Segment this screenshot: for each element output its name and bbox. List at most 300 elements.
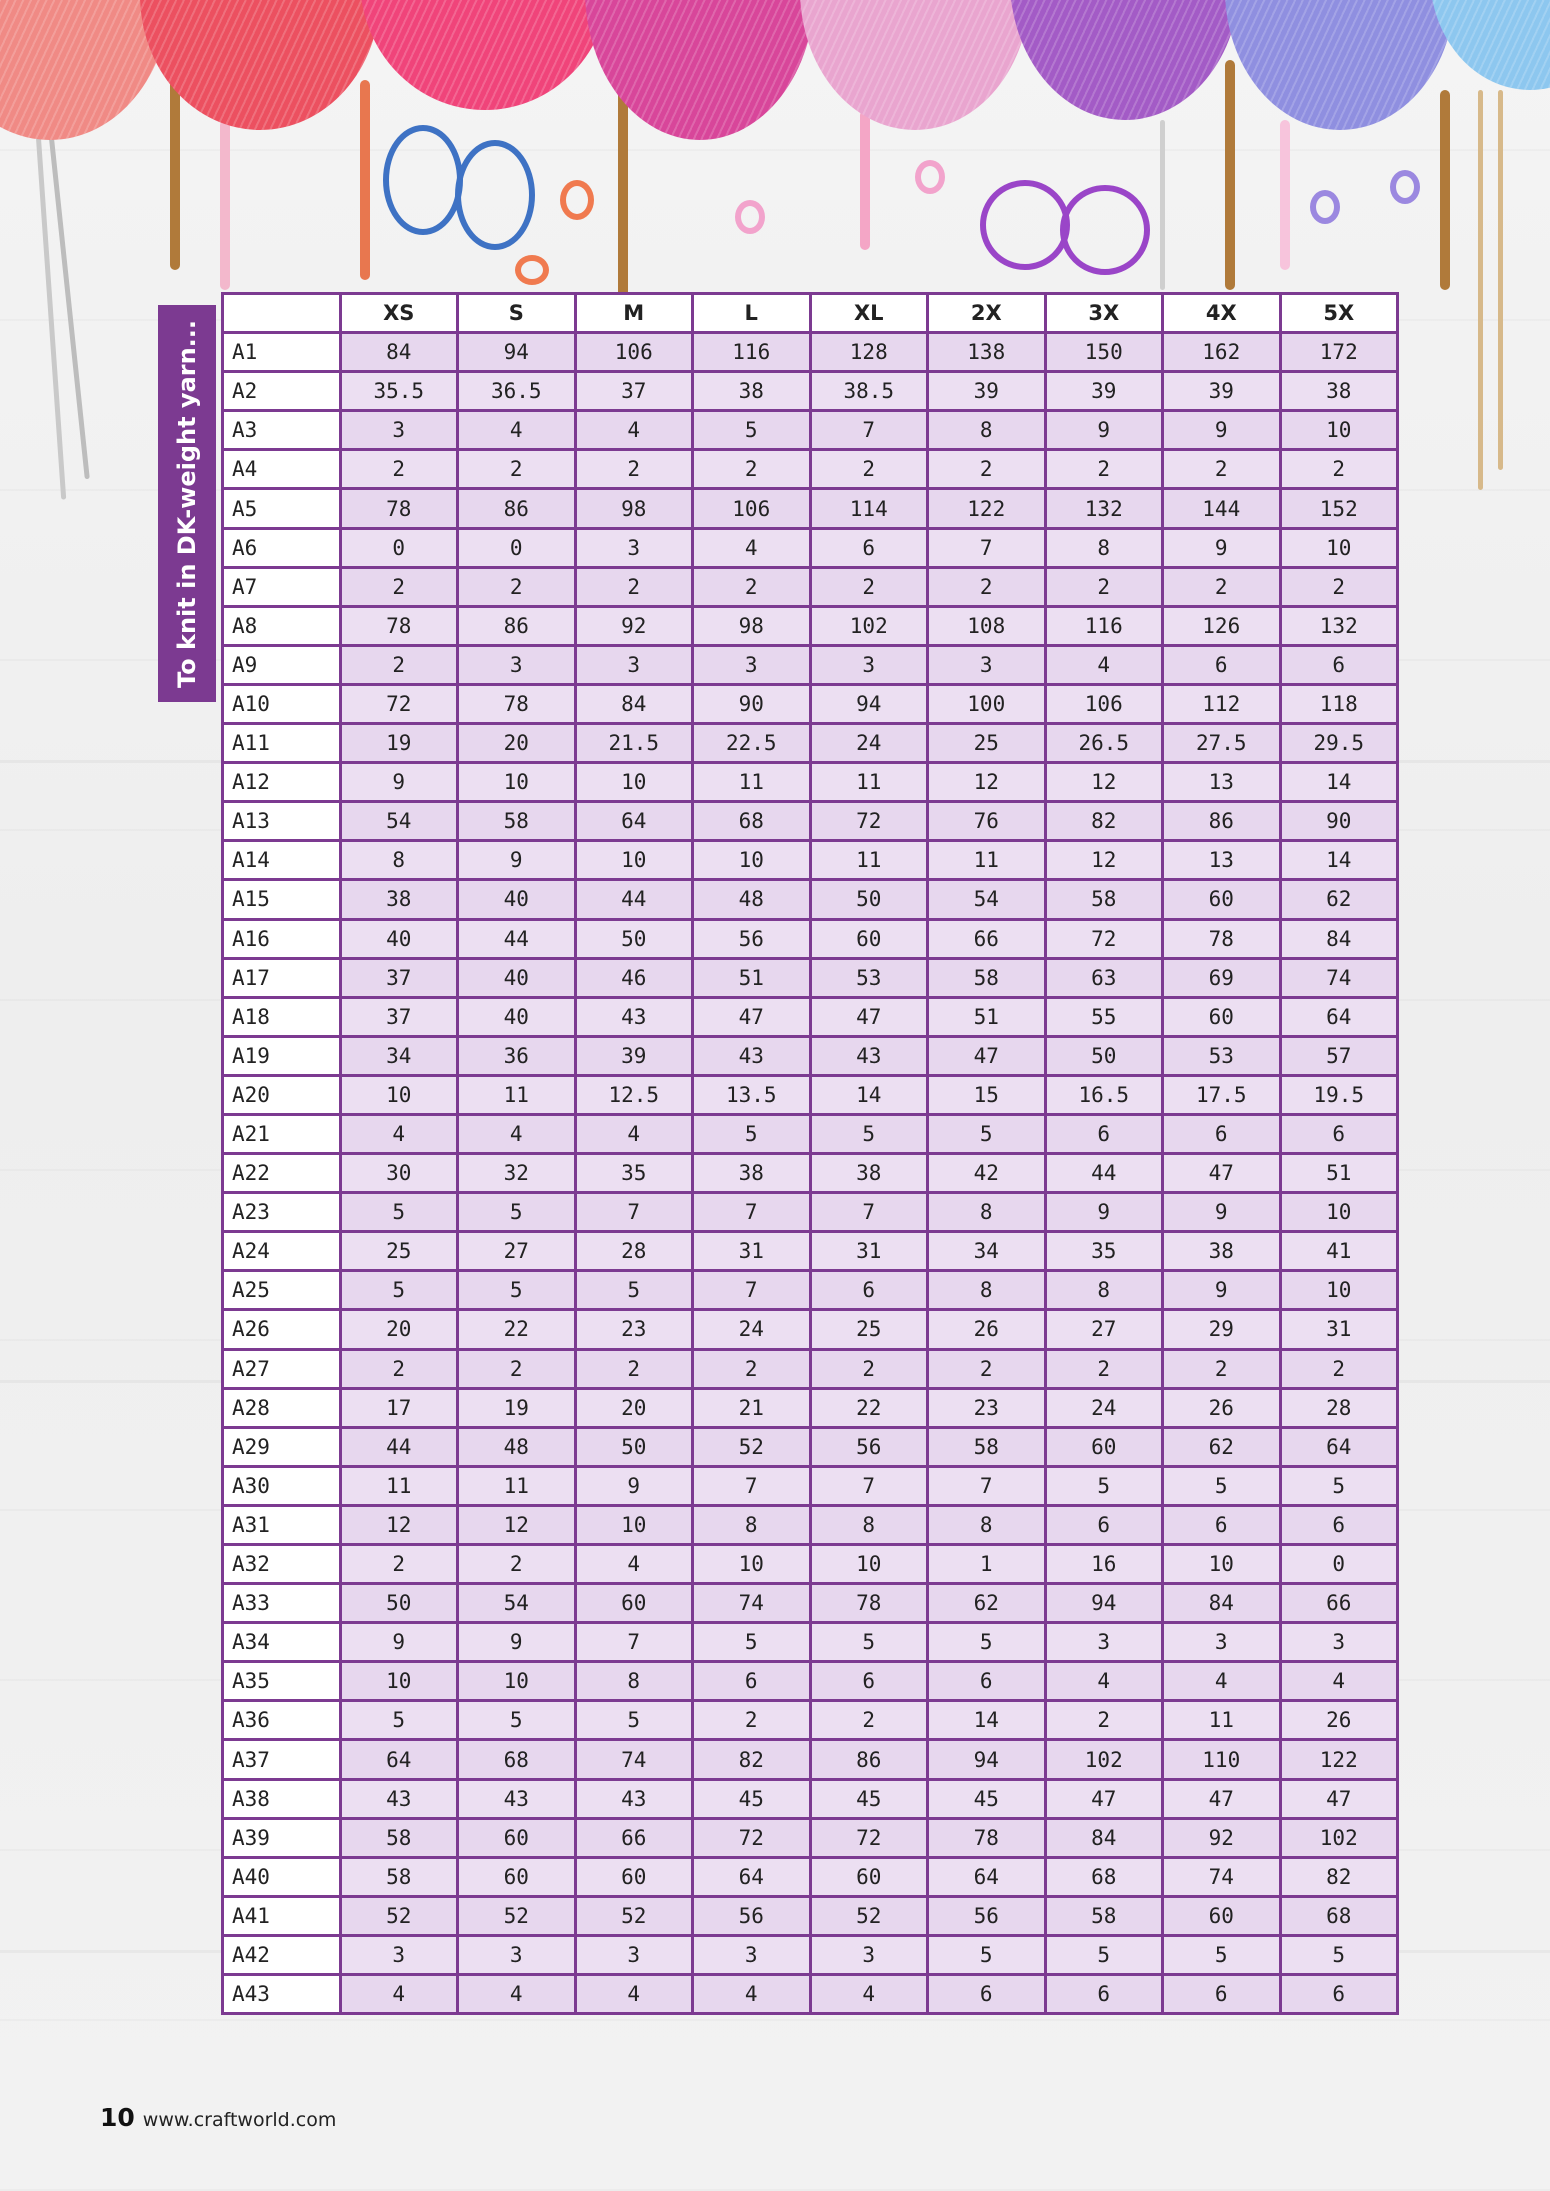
table-cell: 39 bbox=[575, 1036, 693, 1075]
table-cell: 60 bbox=[1045, 1427, 1163, 1466]
table-cell: 5 bbox=[1280, 1466, 1398, 1505]
table-cell: 64 bbox=[693, 1857, 811, 1896]
knitting-needle-icon bbox=[1498, 90, 1503, 470]
table-row bbox=[223, 1466, 1398, 1505]
table-cell: 3 bbox=[575, 528, 693, 567]
table-row bbox=[223, 1075, 1398, 1114]
table-cell: 6 bbox=[810, 1271, 928, 1310]
table-cell: 5 bbox=[928, 1935, 1046, 1974]
table-cell: 162 bbox=[1163, 333, 1281, 372]
table-cell: 106 bbox=[693, 489, 811, 528]
table-cell: 10 bbox=[1163, 1545, 1281, 1584]
table-row bbox=[223, 1114, 1398, 1153]
table-cell: 2 bbox=[810, 1349, 928, 1388]
table-cell: 69 bbox=[1163, 958, 1281, 997]
row-label: A6 bbox=[223, 528, 341, 567]
size-table bbox=[221, 292, 1399, 2015]
table-cell: 150 bbox=[1045, 333, 1163, 372]
table-cell: 128 bbox=[810, 333, 928, 372]
table-row bbox=[223, 1740, 1398, 1779]
table-cell: 9 bbox=[1163, 1271, 1281, 1310]
table-cell: 2 bbox=[810, 567, 928, 606]
table-cell: 3 bbox=[340, 411, 458, 450]
row-label: A4 bbox=[223, 450, 341, 489]
table-cell: 84 bbox=[575, 684, 693, 723]
size-column-header: 3X bbox=[1045, 294, 1163, 333]
table-cell: 54 bbox=[340, 802, 458, 841]
table-cell: 2 bbox=[1163, 1349, 1281, 1388]
table-cell: 76 bbox=[928, 802, 1046, 841]
table-cell: 50 bbox=[575, 919, 693, 958]
table-cell: 9 bbox=[340, 763, 458, 802]
table-cell: 2 bbox=[1280, 567, 1398, 606]
table-cell: 39 bbox=[928, 372, 1046, 411]
table-cell: 38.5 bbox=[810, 372, 928, 411]
row-label: A39 bbox=[223, 1818, 341, 1857]
table-cell: 37 bbox=[575, 372, 693, 411]
table-cell: 7 bbox=[693, 1193, 811, 1232]
table-cell: 6 bbox=[1280, 1505, 1398, 1544]
table-cell: 2 bbox=[693, 450, 811, 489]
table-cell: 112 bbox=[1163, 684, 1281, 723]
size-column-header: XL bbox=[810, 294, 928, 333]
table-cell: 5 bbox=[693, 1623, 811, 1662]
table-cell: 6 bbox=[1045, 1975, 1163, 2014]
table-cell: 2 bbox=[810, 1701, 928, 1740]
table-row bbox=[223, 606, 1398, 645]
table-cell: 4 bbox=[458, 1114, 576, 1153]
table-cell: 5 bbox=[340, 1193, 458, 1232]
table-cell: 4 bbox=[575, 411, 693, 450]
table-cell: 0 bbox=[340, 528, 458, 567]
table-cell: 11 bbox=[810, 763, 928, 802]
table-cell: 5 bbox=[1280, 1935, 1398, 1974]
table-row bbox=[223, 489, 1398, 528]
row-label: A40 bbox=[223, 1857, 341, 1896]
table-cell: 37 bbox=[340, 997, 458, 1036]
table-cell: 9 bbox=[1163, 1193, 1281, 1232]
table-cell: 3 bbox=[458, 1935, 576, 1974]
table-cell: 3 bbox=[810, 645, 928, 684]
table-cell: 57 bbox=[1280, 1036, 1398, 1075]
table-cell: 22 bbox=[810, 1388, 928, 1427]
table-cell: 6 bbox=[1163, 1114, 1281, 1153]
table-cell: 41 bbox=[1280, 1232, 1398, 1271]
table-cell: 10 bbox=[693, 841, 811, 880]
table-cell: 6 bbox=[928, 1975, 1046, 2014]
table-cell: 9 bbox=[1163, 411, 1281, 450]
row-label: A27 bbox=[223, 1349, 341, 1388]
table-cell: 132 bbox=[1280, 606, 1398, 645]
yarn-ball-icon bbox=[360, 0, 610, 110]
table-cell: 144 bbox=[1163, 489, 1281, 528]
table-cell: 26 bbox=[928, 1310, 1046, 1349]
table-cell: 74 bbox=[575, 1740, 693, 1779]
table-cell: 0 bbox=[458, 528, 576, 567]
table-row bbox=[223, 1310, 1398, 1349]
row-label: A26 bbox=[223, 1310, 341, 1349]
table-cell: 2 bbox=[575, 450, 693, 489]
table-row bbox=[223, 1584, 1398, 1623]
table-cell: 86 bbox=[458, 606, 576, 645]
table-cell: 22 bbox=[458, 1310, 576, 1349]
row-label: A37 bbox=[223, 1740, 341, 1779]
size-column-header: L bbox=[693, 294, 811, 333]
table-cell: 6 bbox=[1163, 1975, 1281, 2014]
table-cell: 38 bbox=[693, 1154, 811, 1193]
table-cell: 172 bbox=[1280, 333, 1398, 372]
table-cell: 11 bbox=[810, 841, 928, 880]
table-cell: 122 bbox=[1280, 1740, 1398, 1779]
table-cell: 21 bbox=[693, 1388, 811, 1427]
website-link: www.craftworld.com bbox=[142, 2109, 337, 2131]
yarn-ball-icon bbox=[1010, 0, 1240, 120]
table-row bbox=[223, 958, 1398, 997]
table-row bbox=[223, 1935, 1398, 1974]
table-row bbox=[223, 1975, 1398, 2014]
table-cell: 5 bbox=[340, 1701, 458, 1740]
table-cell: 40 bbox=[458, 997, 576, 1036]
table-cell: 86 bbox=[810, 1740, 928, 1779]
table-cell: 68 bbox=[458, 1740, 576, 1779]
table-cell: 62 bbox=[1163, 1427, 1281, 1466]
table-cell: 114 bbox=[810, 489, 928, 528]
table-cell: 62 bbox=[928, 1584, 1046, 1623]
knitting-needle-icon bbox=[35, 120, 66, 499]
table-cell: 94 bbox=[458, 333, 576, 372]
table-cell: 78 bbox=[1163, 919, 1281, 958]
table-row bbox=[223, 1427, 1398, 1466]
table-cell: 82 bbox=[693, 1740, 811, 1779]
table-cell: 78 bbox=[458, 684, 576, 723]
table-row bbox=[223, 1505, 1398, 1544]
row-label: A35 bbox=[223, 1662, 341, 1701]
table-cell: 60 bbox=[458, 1857, 576, 1896]
table-cell: 25 bbox=[340, 1232, 458, 1271]
table-cell: 4 bbox=[458, 1975, 576, 2014]
table-row bbox=[223, 372, 1398, 411]
table-cell: 6 bbox=[1045, 1505, 1163, 1544]
table-cell: 74 bbox=[1280, 958, 1398, 997]
table-cell: 122 bbox=[928, 489, 1046, 528]
table-cell: 12 bbox=[928, 763, 1046, 802]
row-label: A16 bbox=[223, 919, 341, 958]
table-cell: 34 bbox=[340, 1036, 458, 1075]
scissors-icon bbox=[383, 125, 463, 235]
table-cell: 40 bbox=[340, 919, 458, 958]
table-cell: 4 bbox=[340, 1975, 458, 2014]
table-cell: 16.5 bbox=[1045, 1075, 1163, 1114]
table-row bbox=[223, 1896, 1398, 1935]
table-cell: 31 bbox=[693, 1232, 811, 1271]
table-cell: 5 bbox=[810, 1623, 928, 1662]
row-label: A12 bbox=[223, 763, 341, 802]
size-column-header: M bbox=[575, 294, 693, 333]
table-row bbox=[223, 1662, 1398, 1701]
table-cell: 6 bbox=[810, 1662, 928, 1701]
table-cell: 2 bbox=[928, 450, 1046, 489]
table-cell: 38 bbox=[810, 1154, 928, 1193]
table-cell: 51 bbox=[928, 997, 1046, 1036]
table-cell: 3 bbox=[693, 1935, 811, 1974]
table-cell: 94 bbox=[810, 684, 928, 723]
table-cell: 43 bbox=[810, 1036, 928, 1075]
table-cell: 40 bbox=[458, 880, 576, 919]
stitch-marker-icon bbox=[915, 160, 945, 194]
row-label: A42 bbox=[223, 1935, 341, 1974]
table-row bbox=[223, 1779, 1398, 1818]
table-cell: 21.5 bbox=[575, 724, 693, 763]
table-cell: 50 bbox=[810, 880, 928, 919]
yarn-ball-icon bbox=[800, 0, 1030, 130]
table-cell: 50 bbox=[1045, 1036, 1163, 1075]
table-cell: 82 bbox=[1045, 802, 1163, 841]
row-label: A9 bbox=[223, 645, 341, 684]
table-cell: 6 bbox=[1163, 1505, 1281, 1544]
table-cell: 3 bbox=[810, 1935, 928, 1974]
table-cell: 60 bbox=[575, 1584, 693, 1623]
table-cell: 2 bbox=[693, 567, 811, 606]
table-cell: 58 bbox=[1045, 1896, 1163, 1935]
table-row bbox=[223, 1271, 1398, 1310]
table-cell: 62 bbox=[1280, 880, 1398, 919]
table-cell: 17 bbox=[340, 1388, 458, 1427]
yarn-ball-icon bbox=[1430, 0, 1550, 90]
table-cell: 66 bbox=[1280, 1584, 1398, 1623]
table-cell: 4 bbox=[1280, 1662, 1398, 1701]
table-cell: 31 bbox=[810, 1232, 928, 1271]
table-cell: 2 bbox=[1280, 450, 1398, 489]
table-cell: 63 bbox=[1045, 958, 1163, 997]
table-cell: 13 bbox=[1163, 841, 1281, 880]
table-cell: 2 bbox=[928, 567, 1046, 606]
table-cell: 53 bbox=[1163, 1036, 1281, 1075]
table-cell: 9 bbox=[575, 1466, 693, 1505]
table-cell: 51 bbox=[1280, 1154, 1398, 1193]
table-cell: 6 bbox=[1280, 645, 1398, 684]
row-label: A43 bbox=[223, 1975, 341, 2014]
table-cell: 25 bbox=[928, 724, 1046, 763]
table-cell: 19 bbox=[458, 1388, 576, 1427]
table-cell: 118 bbox=[1280, 684, 1398, 723]
table-cell: 7 bbox=[810, 411, 928, 450]
table-cell: 50 bbox=[575, 1427, 693, 1466]
table-cell: 10 bbox=[340, 1075, 458, 1114]
table-cell: 56 bbox=[928, 1896, 1046, 1935]
table-cell: 43 bbox=[458, 1779, 576, 1818]
table-cell: 74 bbox=[1163, 1857, 1281, 1896]
table-cell: 108 bbox=[928, 606, 1046, 645]
table-header-row bbox=[223, 294, 1398, 333]
table-cell: 84 bbox=[1045, 1818, 1163, 1857]
row-label: A23 bbox=[223, 1193, 341, 1232]
table-cell: 64 bbox=[928, 1857, 1046, 1896]
row-label: A17 bbox=[223, 958, 341, 997]
row-label: A2 bbox=[223, 372, 341, 411]
table-cell: 66 bbox=[575, 1818, 693, 1857]
table-cell: 2 bbox=[693, 1349, 811, 1388]
table-cell: 6 bbox=[810, 528, 928, 567]
table-cell: 52 bbox=[340, 1896, 458, 1935]
table-cell: 8 bbox=[928, 1193, 1046, 1232]
row-label: A38 bbox=[223, 1779, 341, 1818]
row-label: A41 bbox=[223, 1896, 341, 1935]
table-cell: 42 bbox=[928, 1154, 1046, 1193]
table-cell: 1 bbox=[928, 1545, 1046, 1584]
table-cell: 8 bbox=[810, 1505, 928, 1544]
table-cell: 26 bbox=[1280, 1701, 1398, 1740]
table-cell: 64 bbox=[1280, 1427, 1398, 1466]
table-cell: 2 bbox=[458, 1349, 576, 1388]
table-cell: 31 bbox=[1280, 1310, 1398, 1349]
table-cell: 11 bbox=[458, 1075, 576, 1114]
table-cell: 60 bbox=[1163, 880, 1281, 919]
table-row bbox=[223, 763, 1398, 802]
row-label: A29 bbox=[223, 1427, 341, 1466]
table-cell: 4 bbox=[575, 1975, 693, 2014]
table-cell: 74 bbox=[693, 1584, 811, 1623]
table-cell: 47 bbox=[1280, 1779, 1398, 1818]
table-cell: 84 bbox=[1280, 919, 1398, 958]
table-cell: 8 bbox=[575, 1662, 693, 1701]
table-cell: 14 bbox=[1280, 841, 1398, 880]
table-row bbox=[223, 1818, 1398, 1857]
row-label: A8 bbox=[223, 606, 341, 645]
row-label: A30 bbox=[223, 1466, 341, 1505]
table-cell: 3 bbox=[693, 645, 811, 684]
table-row bbox=[223, 841, 1398, 880]
table-cell: 5 bbox=[1045, 1466, 1163, 1505]
table-cell: 28 bbox=[1280, 1388, 1398, 1427]
table-row bbox=[223, 684, 1398, 723]
table-cell: 7 bbox=[693, 1271, 811, 1310]
table-cell: 72 bbox=[1045, 919, 1163, 958]
table-cell: 2 bbox=[1045, 450, 1163, 489]
table-row bbox=[223, 1154, 1398, 1193]
table-cell: 98 bbox=[575, 489, 693, 528]
table-cell: 39 bbox=[1163, 372, 1281, 411]
row-label: A25 bbox=[223, 1271, 341, 1310]
table-cell: 4 bbox=[693, 1975, 811, 2014]
table-cell: 8 bbox=[340, 841, 458, 880]
table-row bbox=[223, 411, 1398, 450]
table-cell: 5 bbox=[928, 1623, 1046, 1662]
table-cell: 2 bbox=[458, 1545, 576, 1584]
table-cell: 7 bbox=[693, 1466, 811, 1505]
table-cell: 44 bbox=[458, 919, 576, 958]
table-cell: 12.5 bbox=[575, 1075, 693, 1114]
table-cell: 64 bbox=[1280, 997, 1398, 1036]
table-row bbox=[223, 802, 1398, 841]
table-cell: 52 bbox=[458, 1896, 576, 1935]
side-tab bbox=[158, 305, 216, 702]
table-cell: 6 bbox=[928, 1662, 1046, 1701]
table-corner-cell bbox=[223, 294, 341, 333]
table-cell: 44 bbox=[575, 880, 693, 919]
table-cell: 5 bbox=[1045, 1935, 1163, 1974]
table-cell: 98 bbox=[693, 606, 811, 645]
table-cell: 35.5 bbox=[340, 372, 458, 411]
size-column-header: 5X bbox=[1280, 294, 1398, 333]
table-cell: 7 bbox=[810, 1466, 928, 1505]
table-cell: 2 bbox=[575, 567, 693, 606]
table-cell: 10 bbox=[340, 1662, 458, 1701]
table-cell: 15 bbox=[928, 1075, 1046, 1114]
table-cell: 54 bbox=[458, 1584, 576, 1623]
size-column-header: 2X bbox=[928, 294, 1046, 333]
table-cell: 6 bbox=[1280, 1975, 1398, 2014]
table-cell: 2 bbox=[693, 1701, 811, 1740]
knitting-needle-icon bbox=[47, 121, 90, 480]
table-row bbox=[223, 1701, 1398, 1740]
table-cell: 47 bbox=[1045, 1779, 1163, 1818]
crochet-hook-icon bbox=[618, 90, 628, 300]
table-cell: 55 bbox=[1045, 997, 1163, 1036]
table-cell: 9 bbox=[458, 841, 576, 880]
stitch-marker-icon bbox=[560, 180, 594, 220]
row-label: A13 bbox=[223, 802, 341, 841]
crochet-hook-icon bbox=[220, 120, 230, 290]
table-cell: 102 bbox=[810, 606, 928, 645]
table-cell: 58 bbox=[340, 1818, 458, 1857]
table-cell: 14 bbox=[928, 1701, 1046, 1740]
row-label: A7 bbox=[223, 567, 341, 606]
table-cell: 8 bbox=[693, 1505, 811, 1544]
table-cell: 2 bbox=[575, 1349, 693, 1388]
table-cell: 78 bbox=[810, 1584, 928, 1623]
table-cell: 30 bbox=[340, 1154, 458, 1193]
table-cell: 6 bbox=[1280, 1114, 1398, 1153]
table-cell: 3 bbox=[1280, 1623, 1398, 1662]
table-cell: 78 bbox=[340, 489, 458, 528]
table-row bbox=[223, 333, 1398, 372]
table-cell: 82 bbox=[1280, 1857, 1398, 1896]
table-cell: 44 bbox=[1045, 1154, 1163, 1193]
table-cell: 38 bbox=[1163, 1232, 1281, 1271]
table-cell: 10 bbox=[1280, 411, 1398, 450]
table-cell: 5 bbox=[1163, 1466, 1281, 1505]
table-cell: 35 bbox=[1045, 1232, 1163, 1271]
table-row bbox=[223, 724, 1398, 763]
table-cell: 11 bbox=[928, 841, 1046, 880]
table-cell: 102 bbox=[1045, 1740, 1163, 1779]
table-cell: 60 bbox=[458, 1818, 576, 1857]
size-column-header: 4X bbox=[1163, 294, 1281, 333]
row-label: A5 bbox=[223, 489, 341, 528]
table-cell: 12 bbox=[1045, 763, 1163, 802]
table-cell: 4 bbox=[458, 411, 576, 450]
table-cell: 47 bbox=[1163, 1154, 1281, 1193]
table-cell: 5 bbox=[458, 1271, 576, 1310]
table-cell: 52 bbox=[575, 1896, 693, 1935]
table-cell: 68 bbox=[1280, 1896, 1398, 1935]
table-cell: 90 bbox=[693, 684, 811, 723]
side-tab-label: To knit in DK-weight yarn... bbox=[173, 319, 202, 688]
table-cell: 23 bbox=[928, 1388, 1046, 1427]
row-label: A3 bbox=[223, 411, 341, 450]
table-cell: 94 bbox=[928, 1740, 1046, 1779]
row-label: A15 bbox=[223, 880, 341, 919]
table-cell: 5 bbox=[458, 1193, 576, 1232]
table-cell: 38 bbox=[693, 372, 811, 411]
table-cell: 32 bbox=[458, 1154, 576, 1193]
table-cell: 27.5 bbox=[1163, 724, 1281, 763]
table-cell: 58 bbox=[1045, 880, 1163, 919]
table-cell: 24 bbox=[1045, 1388, 1163, 1427]
stitch-marker-icon bbox=[735, 200, 765, 234]
table-cell: 10 bbox=[810, 1545, 928, 1584]
table-cell: 47 bbox=[693, 997, 811, 1036]
